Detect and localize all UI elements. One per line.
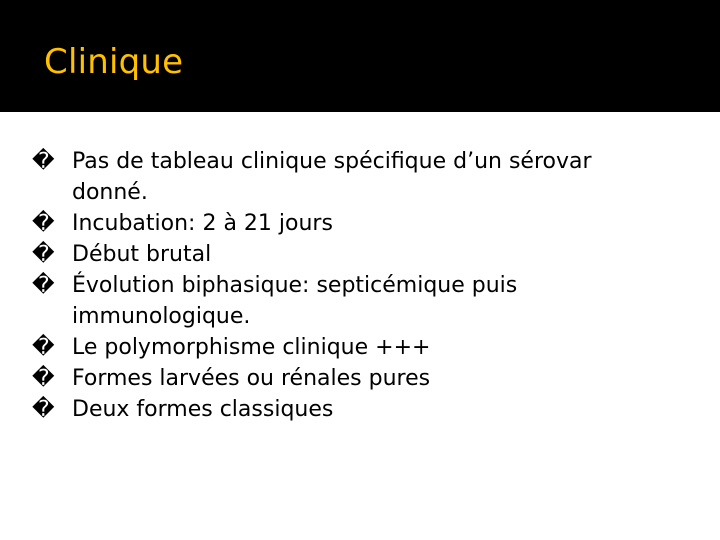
bullet-marker-icon: � (32, 242, 55, 267)
bullet-text: Le polymorphisme clinique +++ (72, 335, 431, 360)
bullet-marker-icon: � (32, 397, 55, 422)
bullet-marker-icon: � (32, 335, 55, 360)
slide-title: Clinique (44, 42, 184, 82)
bullet-marker-icon: � (32, 366, 55, 391)
bullet-item (32, 270, 672, 332)
bullet-item (32, 332, 672, 363)
bullet-item (32, 146, 672, 208)
bullet-item (32, 239, 672, 270)
bullet-text: Formes larvées ou rénales pures (72, 366, 431, 391)
bullet-item (32, 208, 672, 239)
bullet-marker-icon: � (32, 273, 55, 298)
bullet-text: Début brutal (72, 242, 212, 267)
bullet-text: Pas de tableau clinique spécifique d’un sérovar donné. (72, 149, 592, 205)
bullet-item (32, 394, 672, 425)
bullet-text: Deux formes classiques (72, 397, 334, 422)
bullet-item (32, 363, 672, 394)
bullet-marker-icon: � (32, 149, 55, 174)
bullet-text: Incubation: 2 à 21 jours (72, 211, 333, 236)
bullet-marker-icon: � (32, 211, 55, 236)
bullet-list (32, 146, 672, 425)
title-bar (0, 0, 720, 112)
bullet-text: Évolution biphasique: septicémique puis immunologique. (72, 273, 518, 329)
